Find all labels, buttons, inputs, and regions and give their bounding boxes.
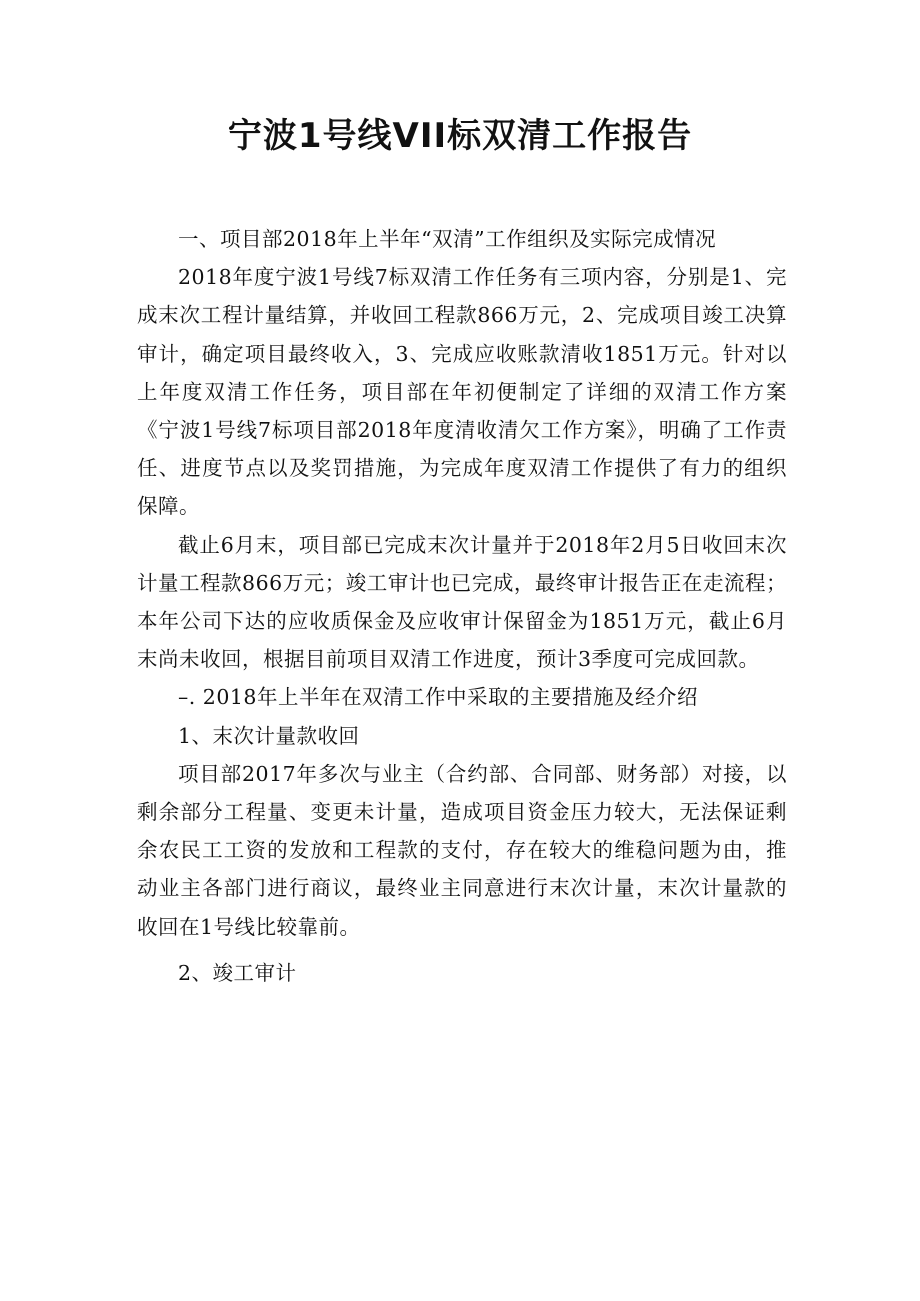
section-1-heading: 一、项目部2018年上半年“双清”工作组织及实际完成情况 <box>178 227 717 251</box>
document-title: 宁波1号线VII标双清工作报告 <box>227 116 693 156</box>
section-1-paragraph-2: 截止6月末，项目部已完成末次计量并于2018年2月5日收回末次计量工程款866万元；竣工审计也已完成，最终审计报告正在走流程；本年公司下达的应收质保金及应收审计保留金为1851万元，截止6月末尚未收回，根据目前项目双清工作进度，预计3季度可完成回款。 <box>137 532 787 672</box>
document-body <box>137 220 787 992</box>
section-2-heading: –. 2018年上半年在双清工作中采取的主要措施及经介绍 <box>178 685 698 710</box>
subsection-1-paragraph: 项目部2017年多次与业主（合约部、合同部、财务部）对接，以剩余部分工程量、变更未计量，造成项目资金压力较大，无法保证剩余农民工工资的发放和工程款的支付，存在较大的维稳问题为由，推动业主各部门进行商议，最终业主同意进行末次计量，末次计量款的收回在1号线比较靠前。 <box>137 761 787 939</box>
subsection-2-heading: 2、竣工审计 <box>178 960 297 985</box>
section-1-paragraph-1: 2018年度宁波1号线7标双清工作任务有三项内容，分别是1、完成末次工程计量结算，并收回工程款866万元，2、完成项目竣工决算审计，确定项目最终收入，3、完成应收账款清收1851万元。针对以上年度双清工作任务，项目部在年初便制定了详细的双清工作方案《宁波1号线7标项目部2018年度清收清欠工作方案》，明确了工作责任、进度节点以及奖罚措施，为完成年度双清工作提供了有力的组织保障。 <box>137 265 787 519</box>
subsection-1-heading: 1、末次计量款收回 <box>178 723 360 748</box>
